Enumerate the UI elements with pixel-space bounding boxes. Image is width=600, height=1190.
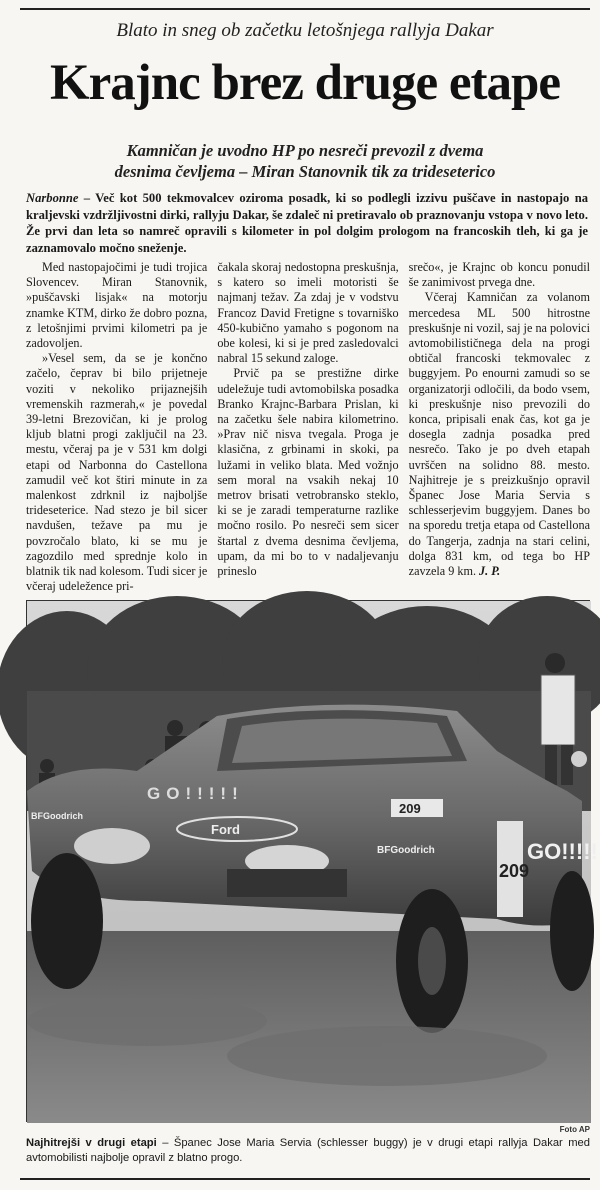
article-body [26,260,590,592]
col2-paragraph-1: čakala skoraj nedostopna preskušnja, s katero so imeli motoristi še najmanj težav. Za zdaj je v vodstvu Francoz David Fretigne s tovarniško 450-kubično yamaho s pogonom na obe kolesi, ki si je pred zasledovalci nabral 15 sekund zaloge. [217,260,399,366]
car-badge-text: Ford [211,822,240,837]
photo-caption [26,1136,590,1165]
bottom-rule [20,1178,590,1180]
column-3 [409,260,590,592]
col2-paragraph-2: Prvič pa se prestižne dirke udeležuje tudi avtomobilska posadka Branko Krajnc-Barbara Prislan, ki na začetku šele nabira kilometrino. »Prav nič nisva tvegala. Proga je klasična, z grbinami in skoki, pa lužami in veliko blata. Med vožnjo sem moral na vsakih nekaj 10 metrov brisati vetrobransko steklo, ki se je zaradi temperaturne razlike močno rosilo. Po nesreči sem sicer štartal z dvema desnima čevljema, upam, da mi bo to v nadaljevanju prineslo [217,366,399,579]
tire-sponsor-left: BFGoodrich [31,811,83,821]
column-1 [26,260,207,592]
subhead [20,140,590,182]
caption-lead: Najhitrejši v drugi etapi [26,1137,157,1149]
newspaper-page [20,8,598,1183]
col1-paragraph-1: Med nastopajočimi je tudi trojica Slovencev. Miran Stanovnik, »puščavski lisjak« na motorju znamke KTM, dirko že dobro pozna, z letošnjimi prvimi kilometri pa je zadovoljen. [26,260,208,351]
col3-paragraph-2-text: Včeraj Kamničan za volanom mercedesa ML 500 hitrostne preskušnje ni vozil, saj je na polovici avtomobilističnega dela na progi obtičal francoski tekmovalec z buggyjem. Po enourni zamudi so se organizatorji odločili, da bodo vsem, ki preskušnje niso prevozili do konca, pripisali enak čas, kot ga je dosegla zadnja posadka pred nesrečo. Tako je po dveh etapah uvrščen na solidno 88. mesto. Najhitreje je s preizkušnjo opravil Španec Jose Maria Servia s schlesserjevim buggyjem. Danes bo na sporedu tretja etapa od Castellona do Tangerja, zadnja na stari celini, dolga 831 km, od tega bo HP zavzela 9 km. [408,290,590,579]
col1-paragraph-2: »Vesel sem, da se je končno začelo, čeprav bi bilo prijetneje voziti v nekoliko prijaznejših vremenskih razmerah,« je povedal 39-letni Brezovičan, ki je prolog kljub blatni progi zaključil na 23. mestu, včeraj pa je v 531 km dolgi etapi od Narbonna do Castellona zamudil več kot štiri minute in za malenkost zdrknil iz najboljše trideseterice. Nad stezo je bil sicer navdušen, težave pa mu je povzročalo blato, ki se mu je zagozdilo med sprednje kolo in blatnik tik nad kolesom. Tudi sicer je včeraj udeležence pri- [26,351,208,594]
col3-paragraph-1: srečo«, je Krajnc ob koncu ponudil še zanimivost prvega dne. [408,260,590,290]
car-number-door: 209 [499,861,530,881]
car-slogan-hood: GO!!!!! [147,784,244,803]
photo-credit: Foto AP [559,1125,590,1134]
rally-car-photo [27,601,598,1123]
rally-photo [26,600,598,1122]
kicker: Blato in sneg ob začetku letošnjega rallyja Dakar [116,20,494,41]
column-2 [217,260,398,592]
subhead-line-1: Kamničan je uvodno HP po nesreči prevozil z dvema [126,141,484,160]
dateline: Narbonne – [26,191,91,205]
subhead-line-2: desnima čevljema – Miran Stanovnik tik za trideseterico [114,162,496,181]
col3-paragraph-2 [409,290,590,579]
headline: Krajnc brez druge etape [49,55,560,111]
tire-sponsor-right: BFGoodrich [377,845,435,856]
author-signature: J. P. [479,564,501,579]
car-number-hood: 209 [399,801,421,816]
car-slogan-door: GO!!!!! [527,839,598,864]
lead-text: Več kot 500 tekmovalcev oziroma posadk, ki so podlegli izzivu puščave in nastopajo na kraljevski vzdržljivostni dirki, rallyju Dakar, še zdaleč ni pretiravalo ob praznovanju vstopa v novo leto. Že prvi dan leta so namreč opravili s kilometer in pol dolgim prologom na francoskih tleh, ki ga je zaznamovalo močno sneženje. [26,191,589,255]
top-rule [20,8,590,10]
lead-paragraph [26,190,588,256]
caption-text: – Španec Jose Maria Servia (schlesser buggy) je v drugi etapi rallyja Dakar med avtomobilisti najbolje opravil z blatno progo. [26,1137,590,1164]
